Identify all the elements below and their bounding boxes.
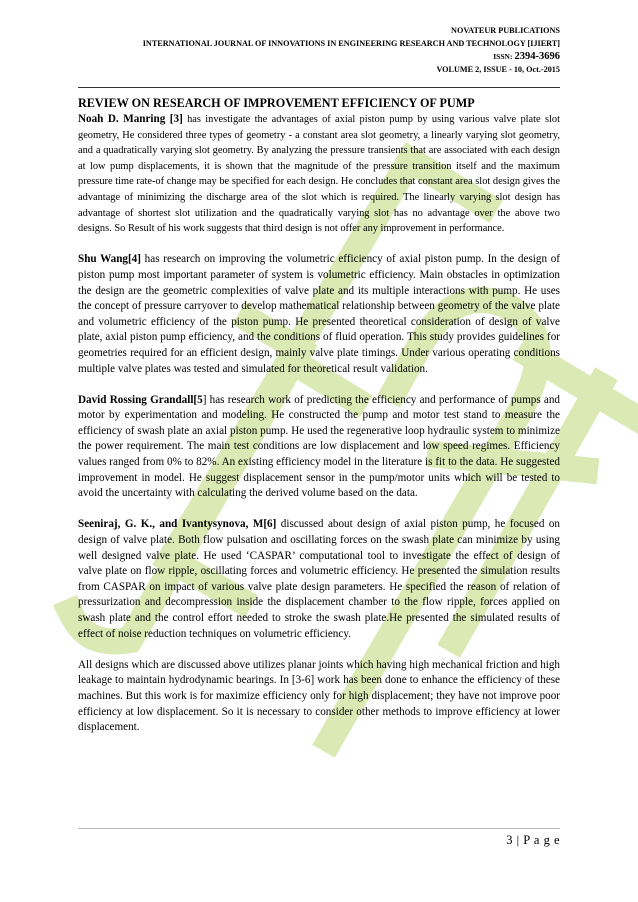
citation-author: Noah D. Manring [3] xyxy=(78,113,183,125)
paragraph-manring xyxy=(78,112,560,237)
paragraph-wang xyxy=(78,252,560,377)
paragraph-text: ] has research work of predicting the efficiency and performance of pumps and motor by experimentation and modeling. He constructed the pump and motor test stand to measure the efficiency of swash plate an axial piston pump. He used the regenerative loop hydraulic system to minimize the power requirement. The main test conditions are low displacement and low speed regimes. Efficiency values ranged from 0% to 82%. An existing efficiency model in the literature is fit to the data. He suggested improvement in model. He suggest displacement sensor in the pump/motor units which will be tested to avoid the uncertainty with calculating the derived volume based on the data. xyxy=(78,393,560,500)
footer-divider xyxy=(78,828,560,829)
paragraph-grandall xyxy=(78,393,560,502)
journal-header xyxy=(143,24,560,76)
paragraph-seeniraj xyxy=(78,517,560,642)
paragraph-text: has research on improving the volumetric efficiency of axial piston pump. In the design of piston pump most important parameter of system is volumetric efficiency. Main obstacles in optimization the design are the geometric complexities of valve plate and its multiple interactions with pump. He uses the concept of pressure carryover to develop mathematical relationship between geometry of the valve plate and volumetric efficiency of the piston pump. He presented theoretical consideration of design of valve plate, axial piston pump efficiency, and the conditions of fluid operation. This study provides guidelines for geometries required for an efficient design, mainly valve plate timings. Under various operating conditions multiple valve plates was tested and simulated for theoretical result validation. xyxy=(78,253,561,375)
header-divider xyxy=(78,87,560,88)
section-title: REVIEW ON RESEARCH OF IMPROVEMENT EFFICIENCY OF PUMP xyxy=(78,96,475,110)
publisher-name: NOVATEUR PUBLICATIONS xyxy=(451,26,560,35)
journal-title: INTERNATIONAL JOURNAL OF INNOVATIONS IN ENGINEERING RESEARCH AND TECHNOLOGY [IJIERT] xyxy=(142,39,560,48)
volume-issue: VOLUME 2, ISSUE - 10, Oct.-2015 xyxy=(436,65,560,74)
paragraph-text: discussed about design of axial piston pump, he focused on design of valve plate. Both flow pulsation and oscillating forces on the swash plate can minimize by using well designed valve plate. He used ‘CASPAR’ computational tool to investigate the effect of design of valve plate on flow ripple, oscillating forces and volumetric efficiency. He presented the simulation results from CASPAR on impact of various valve plate design parameters. He specified the reason of relation of pressurization and decompression inside the displacement chamber to the flow ripple, forces applied on swash plate and the control effort needed to stroke the swash plate.He presented the simulated results of effect of noise reduction techniques on volumetric efficiency. xyxy=(78,518,560,640)
citation-author: Shu Wang[4] xyxy=(78,253,141,266)
issn-line xyxy=(143,50,560,63)
citation-author: David Rossing Grandall[5 xyxy=(78,393,203,406)
main-content xyxy=(78,96,560,751)
paragraph-text: All designs which are discussed above utilizes planar joints which having high mechanical friction and high leakage to maintain hydrodynamic bearings. In [3-6] work has been done to enhance the efficiency of these machines. But this work is for maximize efficiency only for high displacement; they have not improve poor efficiency at low displacement. So it is necessary to consider other methods to improve efficiency at lower displacement. xyxy=(78,658,560,734)
paragraph-summary xyxy=(78,658,560,736)
issn-value: 2394-3696 xyxy=(514,51,560,62)
issn-label: ISSN: xyxy=(493,52,513,61)
citation-author: Seeniraj, G. K., and Ivantysynova, M[6] xyxy=(78,518,277,531)
paragraph-text: has investigate the advantages of axial piston pump by using various valve plate slot geometry, He considered three types of geometry - a constant area slot geometry, a linearly varying slot geometry, and a quadratically varying slot geometry. By analyzing the pressure transients that are associated with each design at low pump displacements, it is shown that the magnitude of the pressure transition itself and the maximum pressure time rate-of change may be specified for each design. He concludes that constant area slot design gives the advantage of minimizing the discharge area of the slot which is required. The linearly varying slot design has advantage of shortest slot utilization and the quadratically varying slot has no advantage over the above two designs. So Result of his work suggests that third design is not offer any improvement in performance. xyxy=(78,114,560,235)
page-number: 3 | P a g e xyxy=(506,833,560,847)
